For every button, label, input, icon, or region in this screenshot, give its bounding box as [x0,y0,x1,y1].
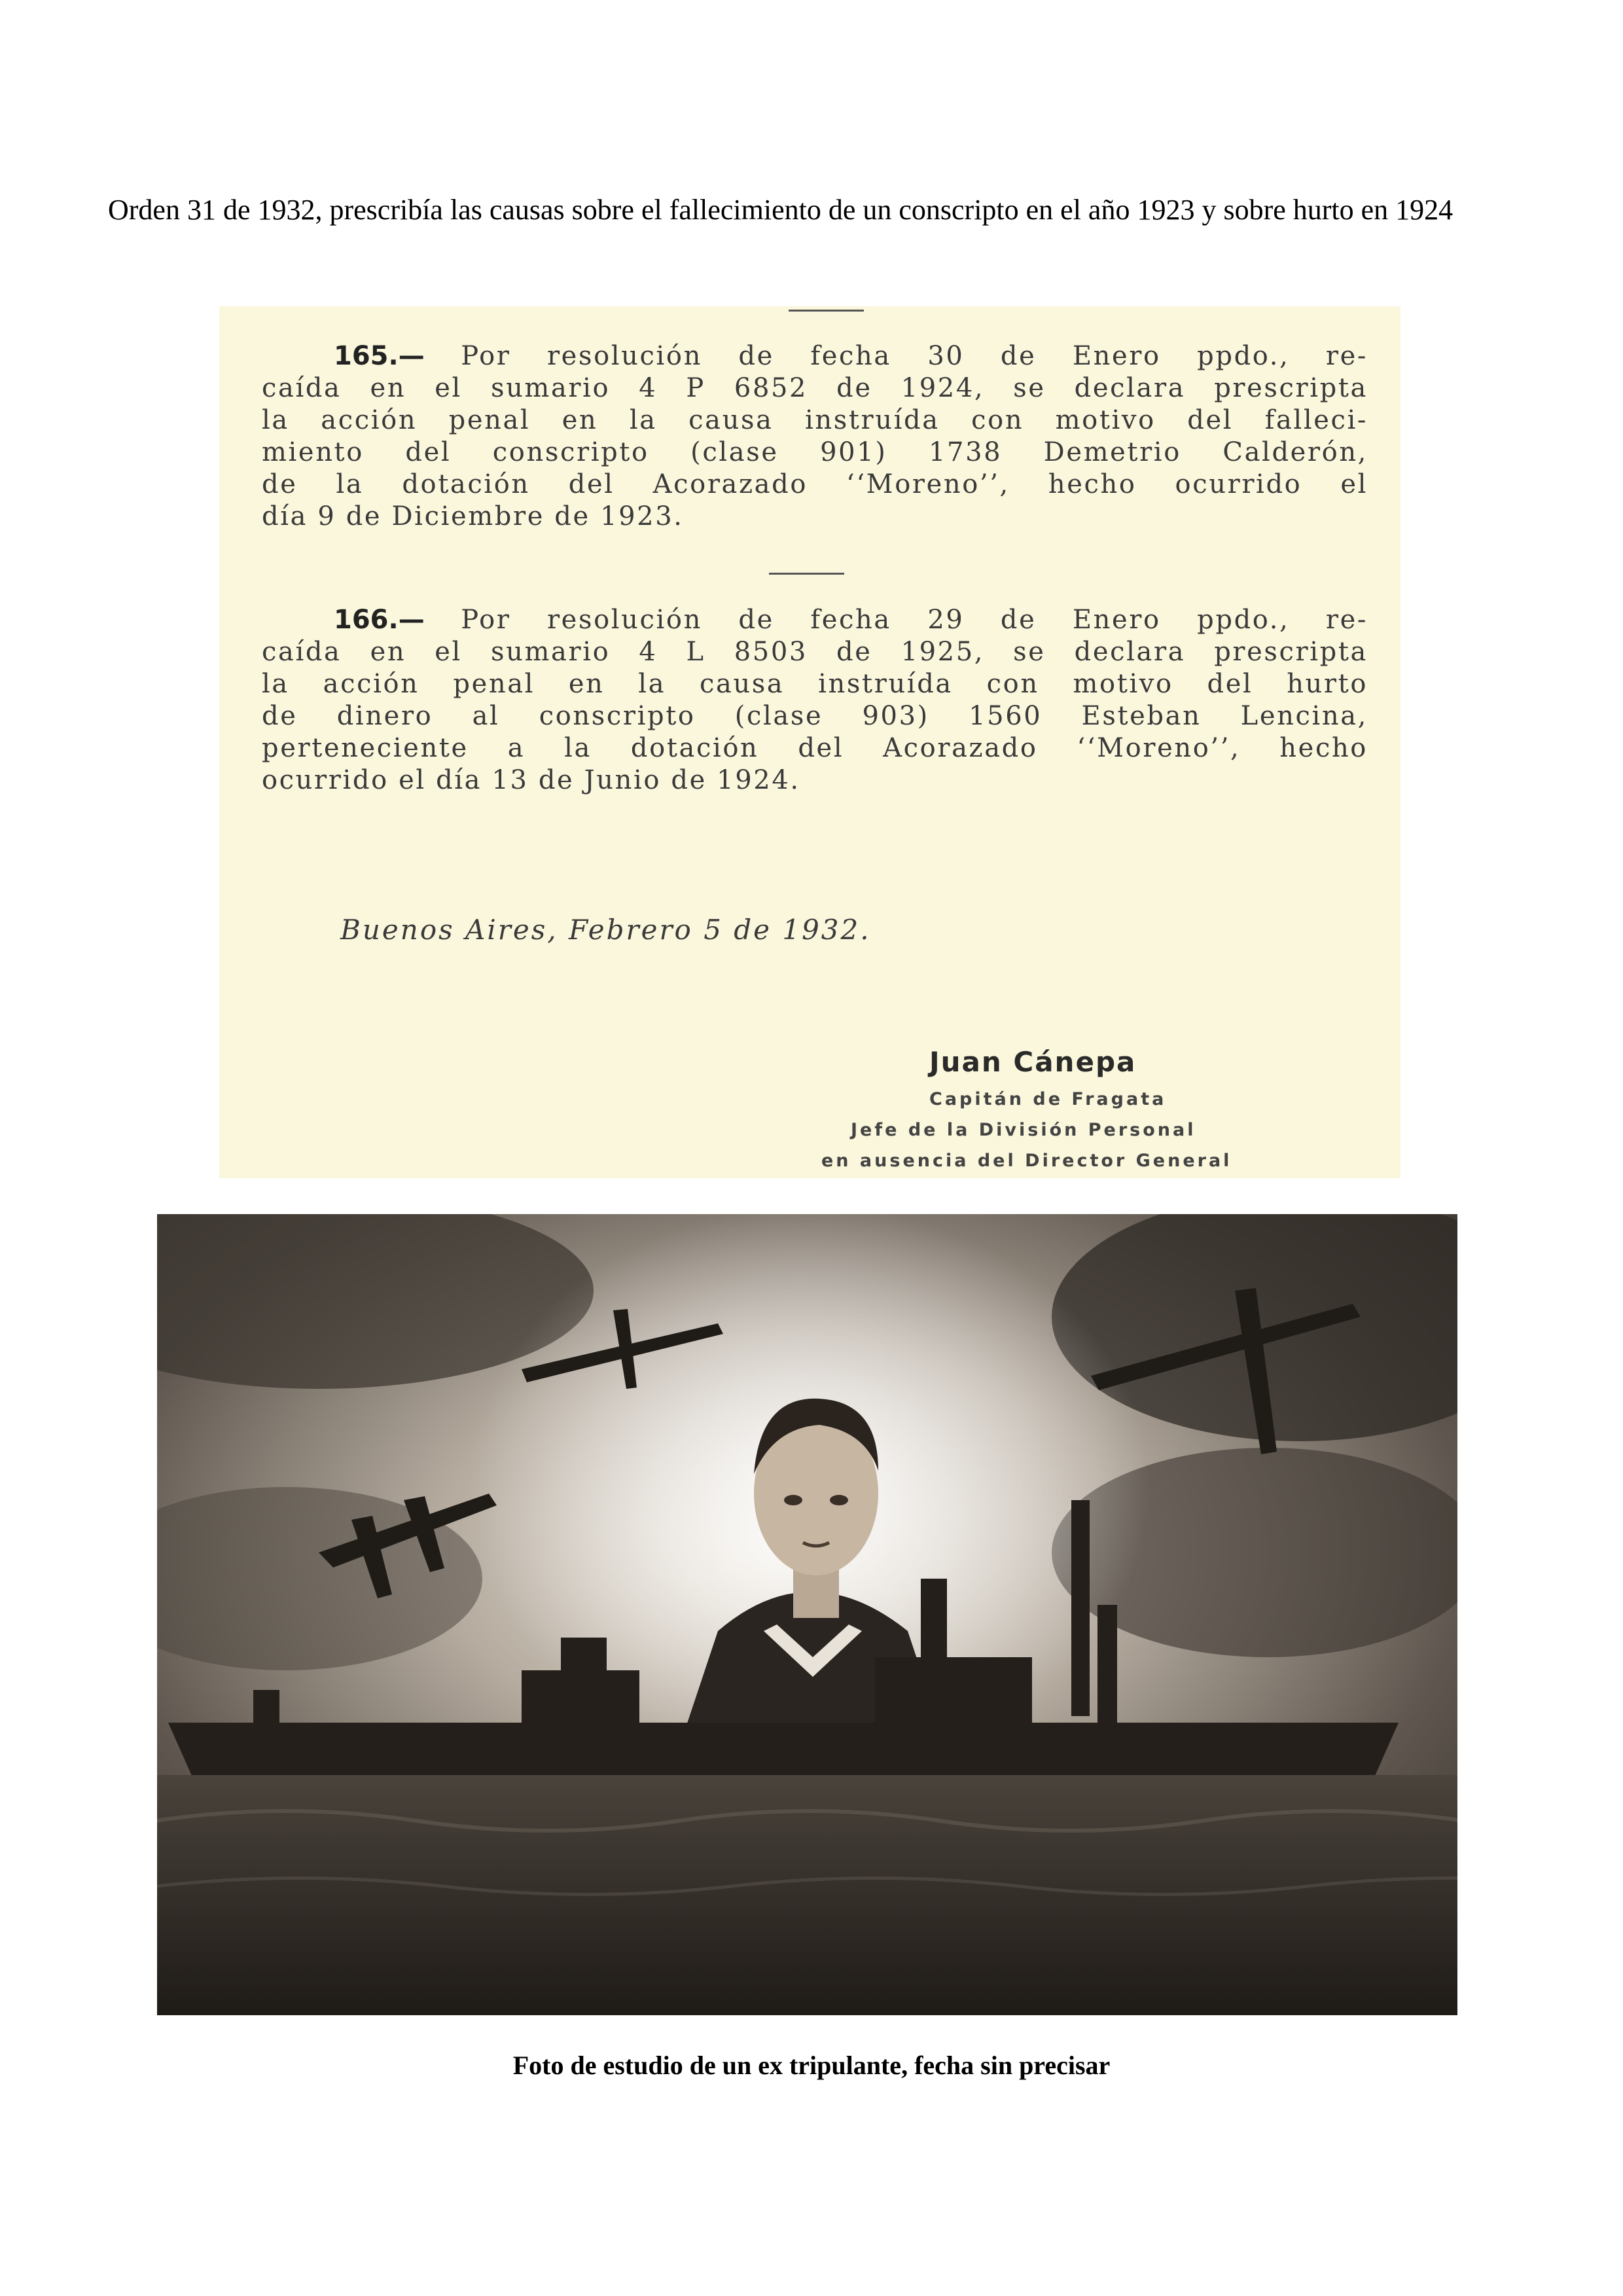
signature-rank: Capitán de Fragata [929,1089,1167,1109]
photo-caption: Foto de estudio de un ex tripulante, fecha sin precisar [512,2051,1111,2080]
item-line: de la dotación del Acorazado ‘‘Moreno’’, hecho ocurrido el [262,469,1368,499]
item-line: caída en el sumario 4 P 6852 de 1924, se declara prescripta [262,373,1368,403]
document-clipping [219,306,1400,1178]
item-line: perteneciente a la dotación del Acorazado ‘‘Moreno’’, hecho [262,733,1368,763]
signature-note: en ausencia del Director General [821,1151,1232,1171]
intro-paragraph: Orden 31 de 1932, prescribía las causas sobre el fallecimiento de un conscripto en el año 1923 y sobre hurto en 1924 [108,194,1454,226]
separator-line [789,310,864,312]
item-line: Por resolución de fecha 29 de Enero ppdo., re- [461,605,1368,635]
item-number: 166.— [334,605,425,635]
item-line: la acción penal en la causa instruída con motivo del hurto [262,669,1368,699]
sailor-postcard-photo [155,1212,1459,2017]
photo-illustration [155,1212,1459,2017]
place-date: Buenos Aires, Febrero 5 de 1932. [340,914,871,946]
order-item-166 [262,604,1368,797]
item-line: Por resolución de fecha 30 de Enero ppdo., re- [461,341,1368,371]
signature-name: Juan Cánepa [929,1046,1137,1078]
order-item-165 [262,340,1368,533]
item-line: miento del conscripto (clase 901) 1738 Demetrio Calderón, [262,437,1368,467]
separator-line [769,573,844,575]
item-line: ocurrido el día 13 de Junio de 1924. [262,765,800,795]
item-line: caída en el sumario 4 L 8503 de 1925, se declara prescripta [262,637,1368,667]
item-line: la acción penal en la causa instruída con motivo del falleci- [262,405,1368,435]
item-line: día 9 de Diciembre de 1923. [262,501,684,531]
signature-role: Jefe de la División Personal [851,1120,1196,1140]
item-line: de dinero al conscripto (clase 903) 1560 Esteban Lencina, [262,701,1368,731]
item-number: 165.— [334,341,425,371]
